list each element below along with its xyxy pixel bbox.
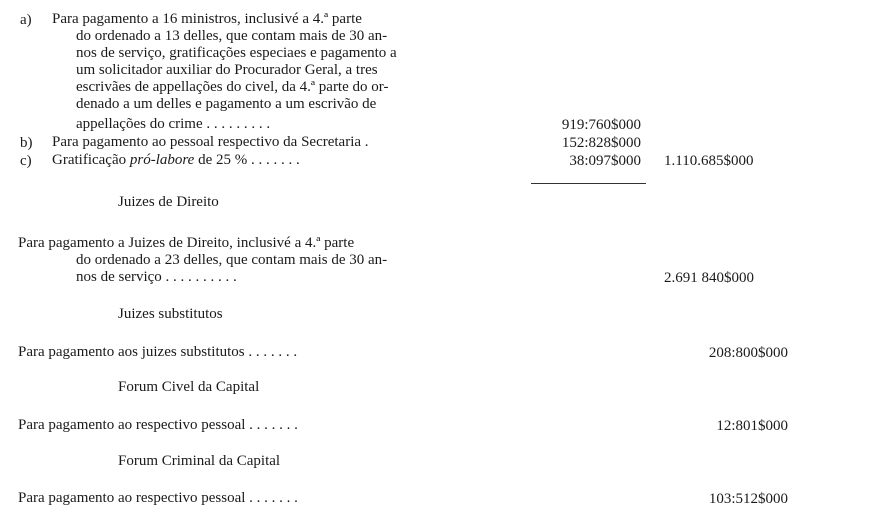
item-a-line-6: denado a um delles e pagamento a um escrivão de [76,96,377,112]
subtotal-rule [531,183,646,184]
juizes-direito-total: 2.691 840$000 [664,270,754,286]
item-c-text-pre: Gratificação [52,152,130,168]
heading-forum-civel: Forum Civel da Capital [118,379,260,395]
item-b-amount: 152:828$000 [561,135,641,151]
section1-total: 1.110.685$000 [664,153,754,169]
item-a-line-2: do ordenado a 13 delles, que contam mais de 30 an- [76,28,388,44]
forum-civel-total: 12:801$000 [716,418,788,434]
item-a-line-3: nos de serviço, gratificações especiaes e pagamento a [76,45,397,61]
item-c-amount: 38:097$000 [569,153,641,169]
item-a-line-4: um solicitador auxiliar do Procurador Geral, a tres [76,62,378,78]
heading-juizes-substitutos: Juizes substitutos [118,306,223,322]
forum-criminal-total: 103:512$000 [708,491,788,507]
juizes-direito-line-3: nos de serviço . . . . . . . . . . [76,269,237,285]
juizes-direito-line-1: Para pagamento a Juizes de Direito, inclusivé a 4.ª parte [18,235,355,251]
item-c-label: c) [20,153,32,169]
juizes-substitutos-text: Para pagamento aos juizes substitutos . . . . . . . [18,344,298,360]
heading-forum-criminal: Forum Criminal da Capital [118,453,281,469]
item-c-text-italic: pró-labore [129,152,195,168]
forum-civel-text: Para pagamento ao respectivo pessoal . . . . . . . [18,417,298,433]
item-a-line-5: escrivães de appellações do civel, da 4.ª parte do or- [76,79,389,95]
item-c-text [52,153,300,168]
forum-criminal-text: Para pagamento ao respectivo pessoal . . . . . . . [18,490,298,506]
item-a-line-7: appellações do crime . . . . . . . . . [76,116,271,132]
item-a-label: a) [20,12,32,28]
item-a-line-1: Para pagamento a 16 ministros, inclusivé a 4.ª parte [52,11,362,27]
juizes-substitutos-total: 208:800$000 [708,345,788,361]
item-b-label: b) [20,135,33,151]
juizes-direito-line-2: do ordenado a 23 delles, que contam mais de 30 an- [76,252,388,268]
item-c-text-post: de 25 % . . . . . . . [194,152,300,168]
item-b-text: Para pagamento ao pessoal respectivo da Secretaria . [52,134,369,150]
heading-juizes-direito: Juizes de Direito [118,194,219,210]
item-a-amount: 919:760$000 [561,117,641,133]
